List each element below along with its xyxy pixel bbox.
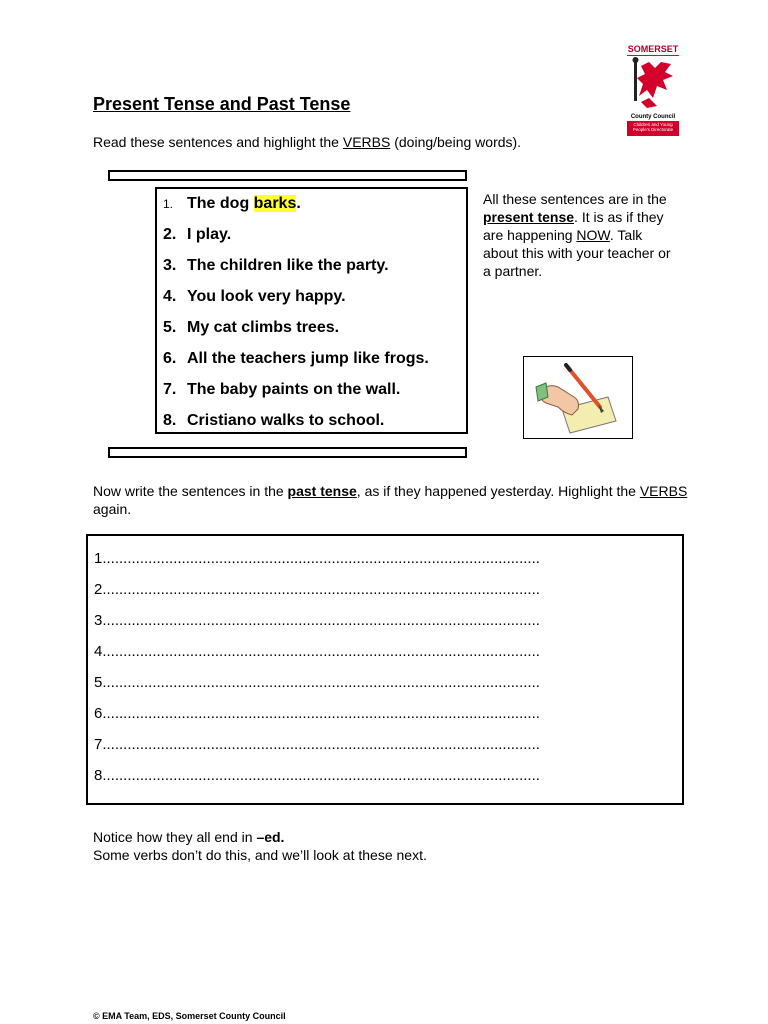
sentence-number: 5.: [163, 319, 177, 336]
somerset-council-logo: [627, 43, 679, 139]
sentence-number: 4.: [163, 288, 177, 305]
logo-directorate: [627, 121, 679, 136]
sentence-text: All the teachers jump like frogs.: [187, 350, 429, 367]
note-text-2: . It is as if they are happening: [483, 209, 664, 243]
highlighted-verb: barks: [253, 195, 297, 212]
sentence-item: [163, 194, 429, 225]
sentence-list: [163, 194, 429, 442]
note-text-3: . Talk about this with your teacher or a partner.: [483, 227, 671, 279]
logo-council: County Council: [630, 114, 676, 120]
sentence-text: You look very happy.: [187, 288, 346, 305]
logo-directorate-line2: People's Directorate: [632, 127, 674, 132]
sentence-item: [163, 349, 429, 380]
past-text-3: again.: [93, 501, 132, 517]
sentence-text: My cat climbs trees.: [187, 319, 340, 336]
sentence-item: [163, 287, 429, 318]
notice-line-1: [93, 828, 693, 846]
sentence-item: [163, 380, 429, 411]
notice-ed-suffix: –ed.: [256, 829, 285, 845]
intro-instruction: [93, 134, 521, 150]
sentence-item: [163, 318, 429, 349]
sentence-item: [163, 225, 429, 256]
sentence-number: 6.: [163, 350, 177, 367]
sentence-text: The baby paints on the wall.: [187, 381, 401, 398]
sentence-number: 8.: [163, 412, 177, 429]
hand-writing-with-pen-icon: [524, 357, 632, 438]
answer-line[interactable]: 4.........................................................................................................: [94, 643, 540, 660]
present-tense-note: [483, 190, 678, 280]
sentence-box: [155, 187, 468, 434]
answer-line[interactable]: 7.........................................................................................................: [94, 736, 540, 753]
notice-line-1-text: Notice how they all end in: [93, 829, 257, 845]
answer-line[interactable]: 5.........................................................................................................: [94, 674, 540, 691]
answer-line[interactable]: 1.........................................................................................................: [94, 550, 540, 567]
past-text-2: , as if they happened yesterday. Highlight the: [356, 483, 640, 499]
answer-line[interactable]: 8.........................................................................................................: [94, 767, 540, 784]
footer-copyright: © EMA Team, EDS, Somerset County Council: [93, 1011, 286, 1021]
answer-line[interactable]: 2.........................................................................................................: [94, 581, 540, 598]
notice-line-2: Some verbs don’t do this, and we’ll look at these next.: [93, 847, 427, 863]
sentence-text: The children like the party.: [187, 257, 389, 274]
intro-text-after: (doing/being words).: [390, 134, 522, 150]
sentence-punct: .: [296, 195, 301, 212]
sentence-number: 2.: [163, 226, 177, 243]
answer-line[interactable]: 3.........................................................................................................: [94, 612, 540, 629]
sentence-number: 7.: [163, 381, 177, 398]
sentence-text: Cristiano walks to school.: [187, 412, 385, 429]
sentence-number: 1.: [163, 197, 174, 211]
note-text-1: All these sentences are in the: [483, 191, 667, 207]
sentence-item: [163, 411, 429, 442]
logo-name: SOMERSET: [627, 44, 679, 54]
past-text-1: Now write the sentences in the: [93, 483, 288, 499]
dragon-icon: [627, 56, 679, 114]
answer-box: [86, 534, 684, 805]
page-title: Present Tense and Past Tense: [93, 94, 351, 114]
notice-text: [93, 828, 693, 864]
intro-text-before: Read these sentences and highlight the: [93, 134, 343, 150]
answer-lines: [94, 550, 540, 798]
writing-picture: [523, 356, 633, 439]
sentence-item: [163, 256, 429, 287]
intro-verbs-word: VERBS: [342, 134, 391, 150]
sentence-number: 3.: [163, 257, 177, 274]
past-tense-phrase: past tense: [287, 483, 357, 499]
decorative-bar-top: [108, 170, 467, 181]
sentence-text: The dog: [187, 195, 254, 212]
past-tense-instruction: [93, 482, 713, 518]
decorative-bar-bottom: [108, 447, 467, 458]
past-verbs-word: VERBS: [639, 483, 688, 499]
note-now: NOW: [576, 227, 610, 243]
answer-line[interactable]: 6.........................................................................................................: [94, 705, 540, 722]
sentence-text: I play.: [187, 226, 232, 243]
logo-directorate-line1: Children and Young: [633, 122, 673, 127]
note-present-tense: present tense: [483, 209, 575, 225]
